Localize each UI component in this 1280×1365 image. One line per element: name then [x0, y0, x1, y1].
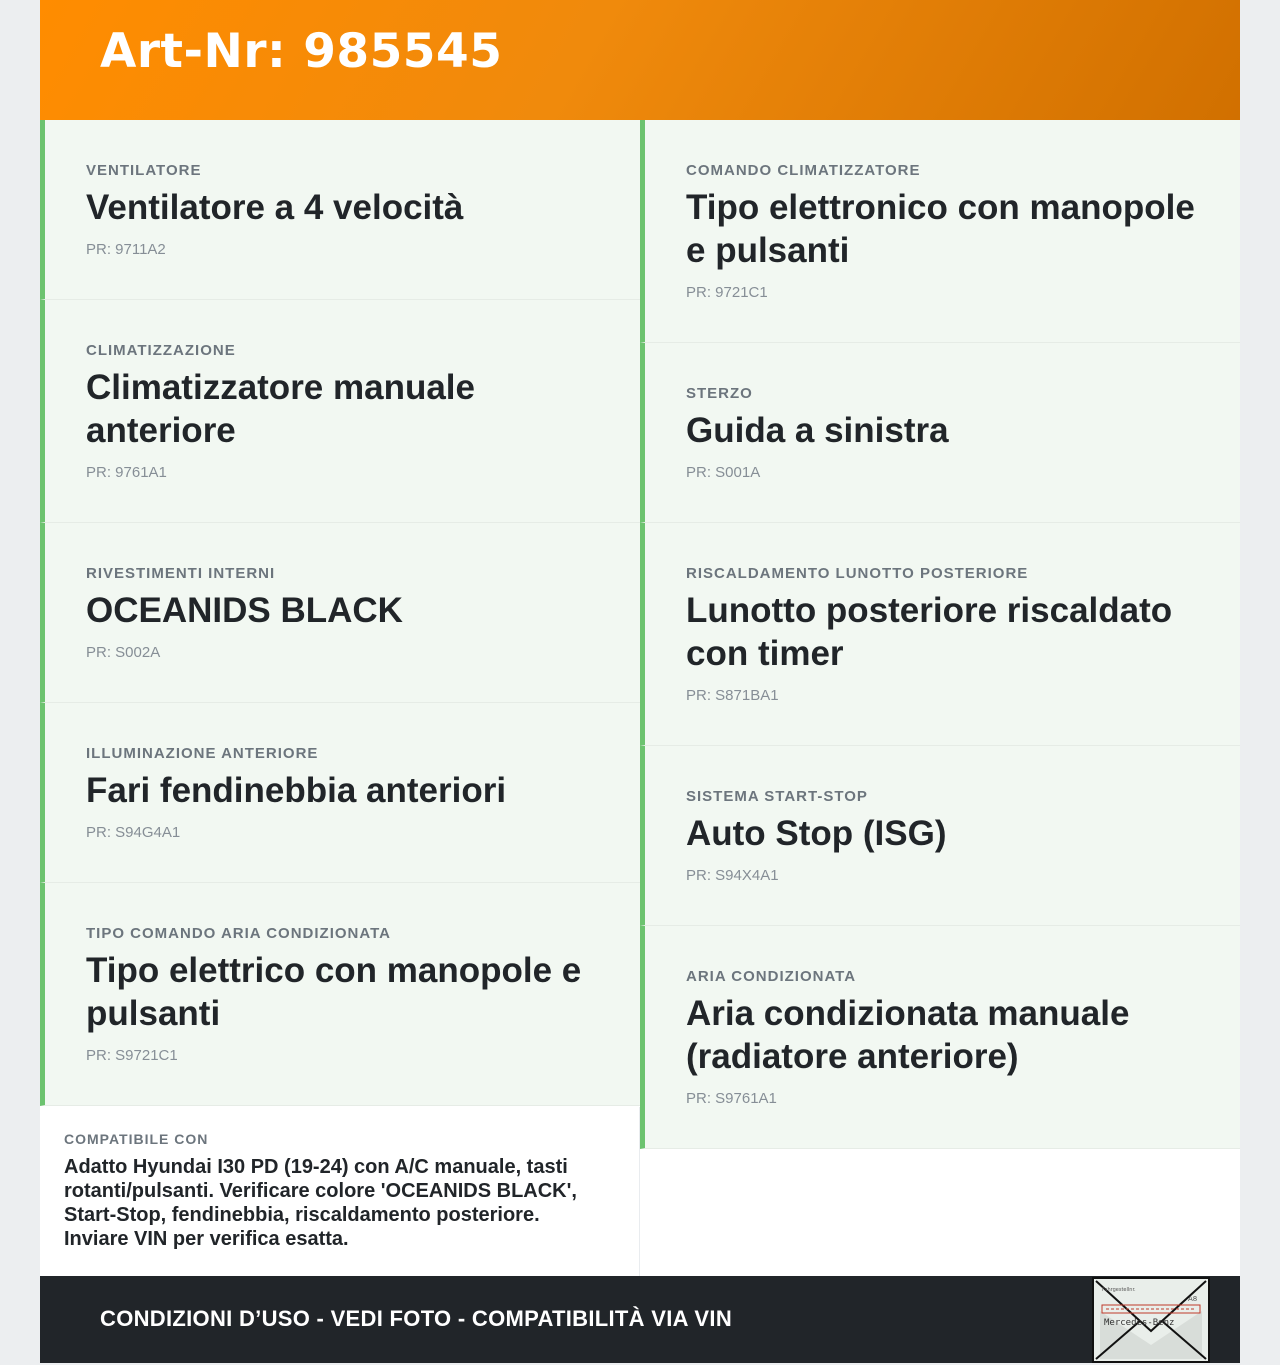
svg-text:A8: A8 — [1188, 1295, 1198, 1303]
spec-value: Tipo elettronico con manopole e pulsanti — [686, 188, 1195, 270]
spec-card-rivestimenti — [40, 523, 640, 703]
svg-text:Mercedes-Benz: Mercedes-Benz — [1104, 1318, 1175, 1328]
spec-card-riscaldamento — [640, 523, 1240, 746]
spec-card-climatizzazione — [40, 300, 640, 523]
spec-value: Guida a sinistra — [686, 411, 949, 450]
spec-pr-code: PR: 9721C1 — [686, 284, 768, 301]
article-number-title: Art-Nr: 985545 — [100, 24, 503, 79]
spec-card-tipo-comando — [40, 883, 640, 1106]
spec-value: Ventilatore a 4 velocità — [86, 188, 464, 227]
spec-pr-code: PR: S001A — [686, 464, 761, 481]
compatibility-label: COMPATIBILE CON — [64, 1131, 209, 1147]
spec-category: CLIMATIZZAZIONE — [86, 342, 236, 359]
spec-category: RISCALDAMENTO LUNOTTO POSTERIORE — [686, 565, 1029, 582]
compatibility-text: Adatto Hyundai I30 PD (19-24) con A/C manuale, tasti rotanti/pulsanti. Verificare colore 'OCEANIDS BLACK', Start-Stop, fendinebbia, riscaldamento posteriore. Inviare VIN per verifica esatta. — [64, 1156, 577, 1250]
spec-category: ILLUMINAZIONE ANTERIORE — [86, 745, 319, 762]
spec-card-ventilatore — [40, 120, 640, 300]
spec-card-aria-condizionata — [640, 926, 1240, 1149]
product-sheet — [40, 0, 1240, 1363]
spec-value: Lunotto posteriore riscaldato con timer — [686, 591, 1173, 673]
spec-value: Fari fendinebbia anteriori — [86, 771, 507, 810]
spec-pr-code: PR: S94X4A1 — [686, 867, 779, 884]
spec-pr-code: PR: S9761A1 — [686, 1090, 777, 1107]
spec-card-illuminazione — [40, 703, 640, 883]
right-column — [640, 120, 1240, 1149]
spec-category: STERZO — [686, 385, 753, 402]
envelope-stamp-icon — [1092, 1277, 1210, 1363]
svg-text:Fahrgestellnr.: Fahrgestellnr. — [1102, 1287, 1136, 1293]
spec-pr-code: PR: S002A — [86, 644, 161, 661]
footer-text: CONDIZIONI D’USO - VEDI FOTO - COMPATIBILITÀ VIA VIN — [100, 1306, 733, 1331]
spec-value: Tipo elettrico con manopole e pulsanti — [86, 951, 582, 1033]
spec-value: Auto Stop (ISG) — [686, 814, 947, 853]
spec-pr-code: PR: 9711A2 — [86, 241, 166, 258]
spec-pr-code: PR: 9761A1 — [86, 464, 167, 481]
compatibility-box — [40, 1107, 640, 1276]
footer-bar — [40, 1276, 1240, 1363]
header-bar — [40, 0, 1240, 120]
spec-pr-code: PR: S9721C1 — [86, 1047, 178, 1064]
spec-category: COMANDO CLIMATIZZATORE — [686, 162, 921, 179]
spec-card-comando-clima — [640, 120, 1240, 343]
spec-value: Climatizzatore manuale anteriore — [86, 368, 475, 450]
spec-category: ARIA CONDIZIONATA — [686, 968, 857, 985]
spec-value: OCEANIDS BLACK — [86, 591, 403, 630]
left-column — [40, 120, 640, 1106]
spec-pr-code: PR: S871BA1 — [686, 687, 779, 704]
spec-value: Aria condizionata manuale (radiatore anteriore) — [686, 994, 1130, 1076]
spec-card-start-stop — [640, 746, 1240, 926]
spec-pr-code: PR: S94G4A1 — [86, 824, 181, 841]
spec-category: VENTILATORE — [86, 162, 202, 179]
spec-category: TIPO COMANDO ARIA CONDIZIONATA — [86, 925, 391, 942]
spec-card-sterzo — [640, 343, 1240, 523]
spec-category: RIVESTIMENTI INTERNI — [86, 565, 276, 582]
spec-category: SISTEMA START-STOP — [686, 788, 868, 805]
